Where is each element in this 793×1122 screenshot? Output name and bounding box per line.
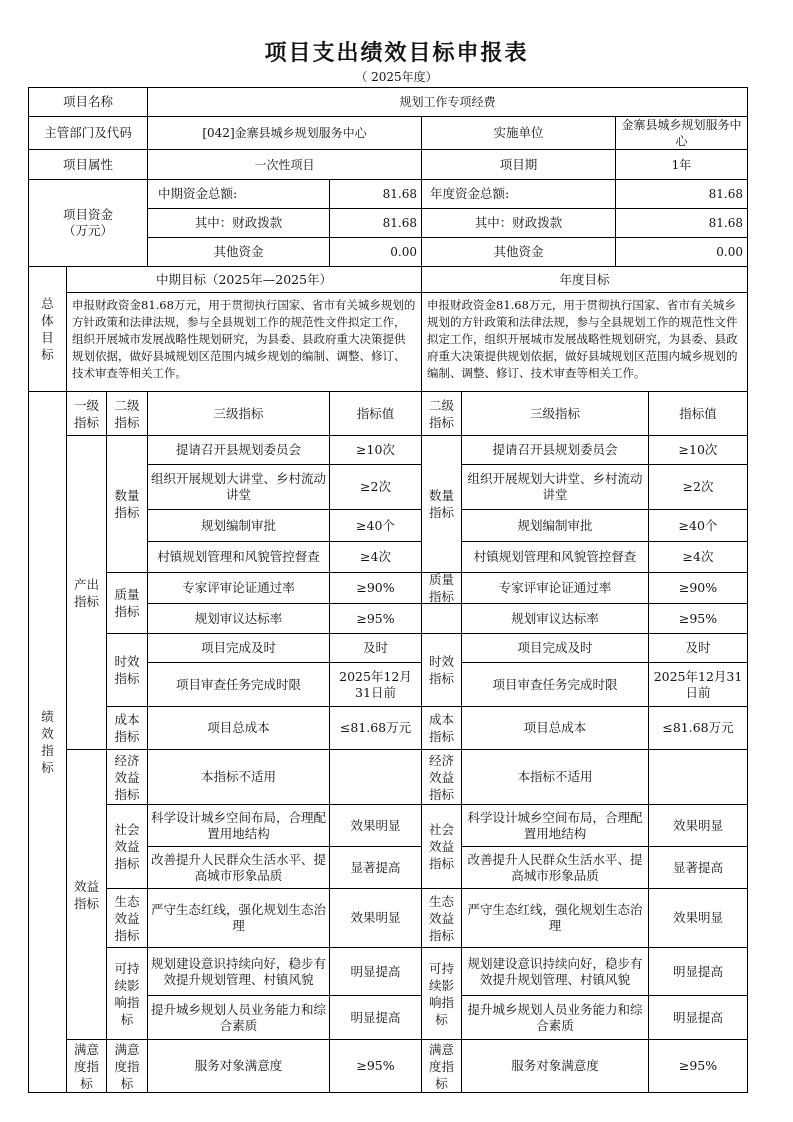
indicator-name-left-0: 提请召开县规划委员会 bbox=[147, 435, 330, 465]
sustain-indicator-label-right: 可持续影响指标 bbox=[421, 947, 462, 1040]
indicator-value-left-8: ≤81.68万元 bbox=[329, 706, 422, 750]
indicator-value-left-11: 显著提高 bbox=[329, 846, 422, 889]
implementing-unit-value: 金寨县城乡规划服务中心 bbox=[615, 116, 748, 150]
eco-indicator-label: 生态效益指标 bbox=[106, 888, 148, 948]
indicator-name-right-14: 提升城乡规划人员业务能力和综合素质 bbox=[461, 995, 649, 1040]
social-indicator-label: 社会效益指标 bbox=[106, 804, 148, 889]
economic-indicator-label-right: 经济效益指标 bbox=[421, 749, 462, 805]
header-level1: 一级指标 bbox=[66, 391, 107, 436]
indicator-name-left-9: 本指标不适用 bbox=[147, 749, 330, 805]
period-label: 项目期 bbox=[421, 149, 616, 180]
indicator-name-right-3: 村镇规划管理和风貌管控督查 bbox=[461, 541, 649, 573]
satisfaction2-indicator-label: 满意度指标 bbox=[106, 1039, 148, 1093]
indicator-value-left-7: 2025年12月31日前 bbox=[329, 662, 422, 707]
timeliness-indicator-label-right: 时效指标 bbox=[421, 633, 462, 707]
indicator-value-right-4: ≥90% bbox=[648, 572, 748, 604]
department-label: 主管部门及代码 bbox=[28, 116, 148, 150]
indicator-value-right-7: 2025年12月31日前 bbox=[648, 662, 748, 707]
eco-indicator-label-right: 生态效益指标 bbox=[421, 888, 462, 948]
indicator-name-right-6: 项目完成及时 bbox=[461, 633, 649, 663]
indicator-name-left-4: 专家评审论证通过率 bbox=[147, 572, 330, 604]
indicator-name-right-7: 项目审查任务完成时限 bbox=[461, 662, 649, 707]
funds-label: 项目资金（万元） bbox=[28, 179, 148, 267]
year-other-value: 0.00 bbox=[615, 237, 748, 267]
satisfaction2-indicator-label-right: 满意度指标 bbox=[421, 1039, 462, 1093]
indicator-name-left-5: 规划审议达标率 bbox=[147, 603, 330, 634]
year-fiscal-value: 81.68 bbox=[615, 208, 748, 238]
indicator-value-left-4: ≥90% bbox=[329, 572, 422, 604]
indicator-value-left-1: ≥2次 bbox=[329, 464, 422, 510]
indicator-value-right-2: ≥40个 bbox=[648, 509, 748, 542]
indicator-name-right-0: 提请召开县规划委员会 bbox=[461, 435, 649, 465]
indicator-name-left-13: 规划建设意识持续向好，稳步有效提升规划管理、村镇风貌 bbox=[147, 947, 330, 996]
indicator-name-left-3: 村镇规划管理和风貌管控督查 bbox=[147, 541, 330, 573]
output-indicator-label: 产出指标 bbox=[66, 435, 107, 750]
attribute-value: 一次性项目 bbox=[147, 149, 422, 180]
indicator-name-left-11: 改善提升人民群众生活水平、提高城市形象品质 bbox=[147, 846, 330, 889]
cost-indicator-label: 成本指标 bbox=[106, 706, 148, 750]
indicator-value-left-13: 明显提高 bbox=[329, 947, 422, 996]
quantity-indicator-label: 数量指标 bbox=[106, 435, 148, 573]
year-goal-text: 申报财政资金81.68万元，用于贯彻执行国家、省市有关城乡规划的方针政策和法律法规，参与全县规划工作的规范性文件拟定工作，组织开展城市发展战略性规划研究，为县委、县政府重大决策提供规划依据，做好县城规划区范围内城乡规划的编制、调整、修订、技术审查等相关工作。 bbox=[421, 292, 748, 392]
indicator-name-right-13: 规划建设意识持续向好，稳步有效提升规划管理、村镇风貌 bbox=[461, 947, 649, 996]
indicator-value-right-12: 效果明显 bbox=[648, 888, 748, 948]
indicator-name-right-11: 改善提升人民群众生活水平、提高城市形象品质 bbox=[461, 846, 649, 889]
indicators-section-label: 绩效指标 bbox=[28, 391, 67, 1093]
indicator-name-left-14: 提升城乡规划人员业务能力和综合素质 bbox=[147, 995, 330, 1040]
quality-indicator-label-right: 质量指标 bbox=[421, 572, 462, 604]
indicator-value-left-5: ≥95% bbox=[329, 603, 422, 634]
attribute-label: 项目属性 bbox=[28, 149, 148, 180]
quantity-indicator-label-right: 数量指标 bbox=[421, 435, 462, 573]
quality-indicator-label: 质量指标 bbox=[106, 572, 148, 634]
header-value-right: 指标值 bbox=[648, 391, 748, 436]
indicator-name-right-8: 项目总成本 bbox=[461, 706, 649, 750]
cost-indicator-label-right: 成本指标 bbox=[421, 706, 462, 750]
quality-blank-right bbox=[421, 603, 462, 634]
mid-goal-header: 中期目标（2025年—2025年） bbox=[66, 266, 422, 293]
indicator-value-right-13: 明显提高 bbox=[648, 947, 748, 996]
indicator-name-left-15: 服务对象满意度 bbox=[147, 1039, 330, 1093]
indicator-value-right-8: ≤81.68万元 bbox=[648, 706, 748, 750]
indicator-value-left-3: ≥4次 bbox=[329, 541, 422, 573]
indicator-value-right-15: ≥95% bbox=[648, 1039, 748, 1093]
indicator-name-right-9: 本指标不适用 bbox=[461, 749, 649, 805]
timeliness-indicator-label: 时效指标 bbox=[106, 633, 148, 707]
indicator-value-left-6: 及时 bbox=[329, 633, 422, 663]
mid-fiscal-value: 81.68 bbox=[329, 208, 422, 238]
sustain-indicator-label: 可持续影响指标 bbox=[106, 947, 148, 1040]
indicator-name-left-10: 科学设计城乡空间布局，合理配置用地结构 bbox=[147, 804, 330, 847]
indicator-value-left-12: 效果明显 bbox=[329, 888, 422, 948]
social-indicator-label-right: 社会效益指标 bbox=[421, 804, 462, 889]
header-level2: 二级指标 bbox=[106, 391, 148, 436]
period-value: 1年 bbox=[615, 149, 748, 180]
year-label: （ 2025年度） bbox=[355, 70, 438, 84]
header-level3: 三级指标 bbox=[147, 391, 330, 436]
page-title: 项目支出绩效目标申报表 bbox=[264, 40, 529, 66]
mid-fiscal-label: 其中：财政拨款 bbox=[147, 208, 330, 238]
indicator-name-right-15: 服务对象满意度 bbox=[461, 1039, 649, 1093]
year-other-label: 其他资金 bbox=[421, 237, 616, 267]
project-name-value: 规划工作专项经费 bbox=[147, 87, 748, 117]
indicator-name-right-1: 组织开展规划大讲堂、乡村流动讲堂 bbox=[461, 464, 649, 510]
indicator-value-right-5: ≥95% bbox=[648, 603, 748, 634]
indicator-value-left-2: ≥40个 bbox=[329, 509, 422, 542]
mid-other-value: 0.00 bbox=[329, 237, 422, 267]
year-total-value: 81.68 bbox=[615, 179, 748, 209]
indicator-name-left-1: 组织开展规划大讲堂、乡村流动讲堂 bbox=[147, 464, 330, 510]
indicator-name-left-2: 规划编制审批 bbox=[147, 509, 330, 542]
indicator-value-left-14: 明显提高 bbox=[329, 995, 422, 1040]
implementing-unit-label: 实施单位 bbox=[421, 116, 616, 150]
satisfaction-indicator-label: 满意度指标 bbox=[66, 1039, 107, 1093]
effect-indicator-label: 效益指标 bbox=[66, 749, 107, 1040]
indicator-name-left-12: 严守生态红线，强化规划生态治理 bbox=[147, 888, 330, 948]
indicator-name-right-10: 科学设计城乡空间布局，合理配置用地结构 bbox=[461, 804, 649, 847]
header-value: 指标值 bbox=[329, 391, 422, 436]
indicator-value-left-9 bbox=[329, 749, 422, 805]
indicator-name-left-6: 项目完成及时 bbox=[147, 633, 330, 663]
indicator-name-left-7: 项目审查任务完成时限 bbox=[147, 662, 330, 707]
indicator-value-left-15: ≥95% bbox=[329, 1039, 422, 1093]
indicator-value-right-3: ≥4次 bbox=[648, 541, 748, 573]
indicator-value-right-14: 明显提高 bbox=[648, 995, 748, 1040]
mid-total-value: 81.68 bbox=[329, 179, 422, 209]
indicator-name-right-4: 专家评审论证通过率 bbox=[461, 572, 649, 604]
mid-goal-text: 申报财政资金81.68万元，用于贯彻执行国家、省市有关城乡规划的方针政策和法律法规，参与全县规划工作的规范性文件拟定工作，组织开展城市发展战略性规划研究，为县委、县政府重大决策提供规划依据，做好县城规划区范围内城乡规划的编制、调整、修订、技术审查等相关工作。 bbox=[66, 292, 422, 392]
indicator-name-right-12: 严守生态红线，强化规划生态治理 bbox=[461, 888, 649, 948]
indicator-value-right-1: ≥2次 bbox=[648, 464, 748, 510]
indicator-value-right-0: ≥10次 bbox=[648, 435, 748, 465]
department-value: [042]金寨县城乡规划服务中心 bbox=[147, 116, 422, 150]
year-total-label: 年度资金总额: bbox=[421, 179, 616, 209]
indicator-name-right-5: 规划审议达标率 bbox=[461, 603, 649, 634]
project-name-label: 项目名称 bbox=[28, 87, 148, 117]
indicator-value-right-10: 效果明显 bbox=[648, 804, 748, 847]
mid-other-label: 其他资金 bbox=[147, 237, 330, 267]
indicator-value-left-0: ≥10次 bbox=[329, 435, 422, 465]
header-level2-right: 二级指标 bbox=[421, 391, 462, 436]
header-level3-right: 三级指标 bbox=[461, 391, 649, 436]
overall-goal-label: 总体目标 bbox=[28, 266, 67, 392]
indicator-value-left-10: 效果明显 bbox=[329, 804, 422, 847]
economic-indicator-label: 经济效益指标 bbox=[106, 749, 148, 805]
year-fiscal-label: 其中：财政拨款 bbox=[421, 208, 616, 238]
indicator-value-right-9 bbox=[648, 749, 748, 805]
indicator-value-right-11: 显著提高 bbox=[648, 846, 748, 889]
mid-total-label: 中期资金总额: bbox=[147, 179, 330, 209]
indicator-name-left-8: 项目总成本 bbox=[147, 706, 330, 750]
year-goal-header: 年度目标 bbox=[421, 266, 748, 293]
indicator-name-right-2: 规划编制审批 bbox=[461, 509, 649, 542]
indicator-value-right-6: 及时 bbox=[648, 633, 748, 663]
